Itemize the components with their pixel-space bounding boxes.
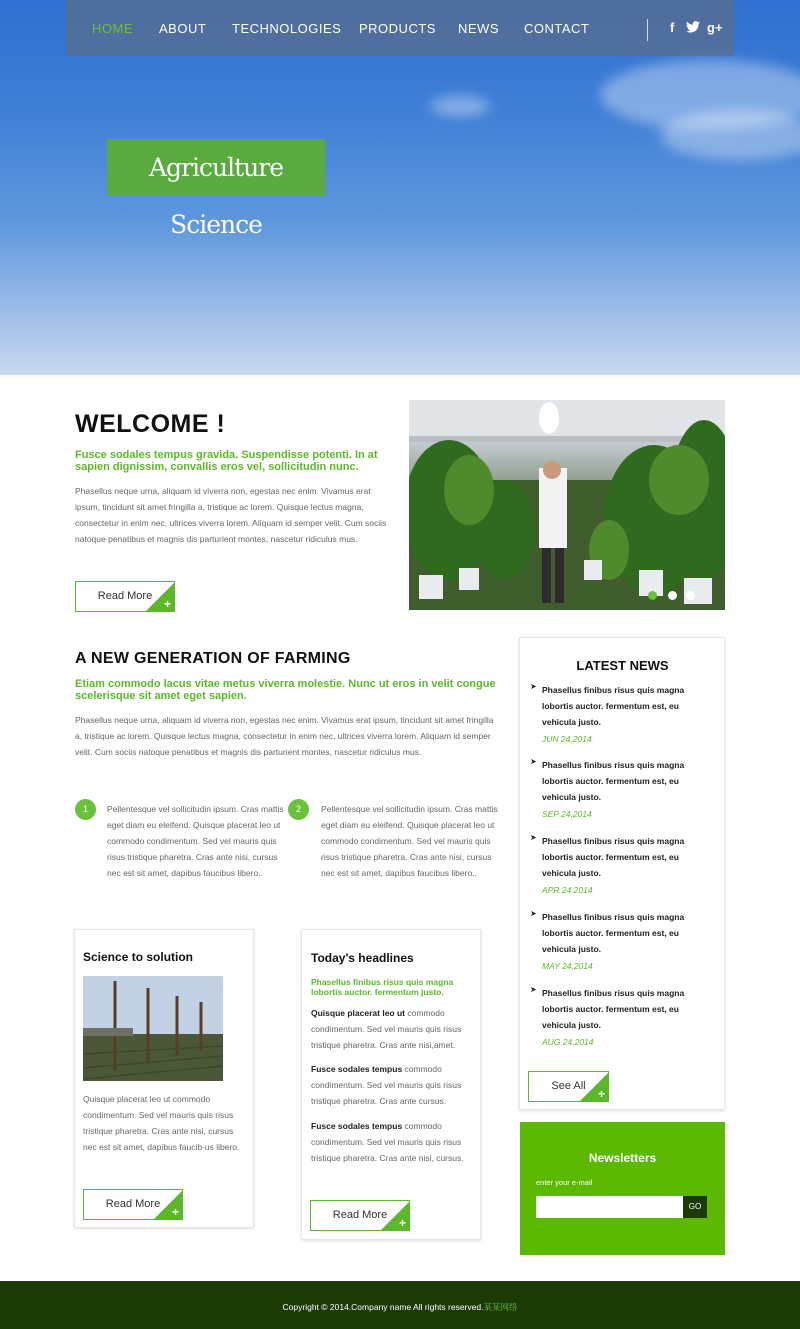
news-text[interactable]: Phasellus finibus risus quis magna lobortis auctor. fermentum est, eu vehicula justo. (542, 988, 685, 1030)
welcome-text: Phasellus neque urna, aliquam id viverra non, egestas nec enim. Vivamus erat ipsum, tincidunt sit amet fringilla a, tristique ac lorem. Quisque lectus magna, consectetur in enim nec, ultrices viverra lorem. Aliquam id semper velit. Cum sociis natoque penatibus et magnis dis parturient montes, nascetur ridiculus mus. (75, 486, 387, 544)
button-label: See All (551, 1080, 586, 1092)
headline-item-1: Quisque placerat leo ut commodo condimentum. Sed vel mauris quis risus tristique pharetra. Cras ante nisi,amet. (311, 1008, 462, 1050)
google-plus-icon[interactable]: g+ (707, 20, 723, 35)
newsletter-go-button[interactable]: GO (683, 1196, 707, 1218)
nav-contact[interactable]: CONTACT (524, 21, 590, 36)
newsletter-email-input[interactable] (536, 1196, 683, 1218)
twitter-icon[interactable] (686, 21, 700, 36)
newsletter-box (520, 1122, 725, 1255)
see-all-button[interactable] (528, 1071, 609, 1102)
nav-divider (647, 19, 648, 41)
hero-badge: Agriculture Science (107, 139, 325, 196)
welcome-lead: Fusce sodales tempus gravida. Suspendisse potenti. In at sapien dignissim, convallis eros vel, sollicitudin nunc. (75, 449, 378, 473)
news-date: SEP 24,2014 (542, 809, 592, 819)
arrow-right-icon: ➤ (530, 757, 537, 766)
science-read-more-button[interactable] (83, 1189, 183, 1220)
headline-item-2: Fusce sodales tempus commodo condimentum. Sed vel mauris quis risus tristique pharetra. Cras ante cursus. (311, 1064, 462, 1106)
copyright-text: Copyright © 2014.Company name All rights reserved. (282, 1302, 484, 1312)
cloud (430, 95, 490, 117)
welcome-read-more-button[interactable] (75, 581, 175, 612)
news-text[interactable]: Phasellus finibus risus quis magna lobortis auctor. fermentum est, eu vehicula justo. (542, 836, 685, 878)
headlines-read-more-button[interactable] (310, 1200, 410, 1231)
step-number-1: 1 (75, 799, 96, 820)
slider-dot-2[interactable] (668, 591, 677, 600)
nav-news[interactable]: NEWS (458, 21, 499, 36)
slider-dot-3[interactable] (686, 591, 695, 600)
nav-products[interactable]: PRODUCTS (359, 21, 436, 36)
arrow-right-icon: ➤ (530, 833, 537, 842)
newsletter-label: enter your e-mail (536, 1178, 593, 1187)
facebook-icon[interactable]: f (670, 20, 675, 35)
news-date: AUG 24,2014 (542, 1037, 594, 1047)
footer-copyright (0, 1301, 800, 1313)
plus-icon: + (597, 1087, 605, 1101)
hero-banner (0, 0, 800, 375)
arrow-right-icon: ➤ (530, 682, 537, 691)
welcome-title: WELCOME ! (75, 410, 226, 438)
science-title: Science to solution (83, 950, 194, 964)
footer-company-link[interactable]: 某某网络 (483, 1302, 518, 1312)
vineyard-image (83, 976, 223, 1081)
news-text[interactable]: Phasellus finibus risus quis magna lobortis auctor. fermentum est, eu vehicula justo. (542, 685, 685, 727)
news-text[interactable]: Phasellus finibus risus quis magna lobortis auctor. fermentum est, eu vehicula justo. (542, 912, 685, 954)
arrow-right-icon: ➤ (530, 985, 537, 994)
news-text[interactable]: Phasellus finibus risus quis magna lobortis auctor. fermentum est, eu vehicula justo. (542, 760, 685, 802)
nav-technologies[interactable]: TECHNOLOGIES (232, 21, 342, 36)
step-text-1: Pellentesque vel sollicitudin ipsum. Cras mattis eget diam eu eleifend. Quisque placerat leo ut commodo condimentum. Sed vel mauris quis risus tristique pharetra. Cras ante nisi, cursus nec est sit amet, dapibus faucibus libero.. (107, 804, 284, 878)
button-label: Read More (105, 1198, 161, 1210)
news-date: JUN 24,2014 (542, 734, 592, 744)
arrow-right-icon: ➤ (530, 909, 537, 918)
nav-about[interactable]: ABOUT (159, 21, 207, 36)
greenhouse-slide-image (409, 400, 725, 610)
plus-icon: + (171, 1205, 179, 1219)
headlines-lead: Phasellus finibus risus quis magna lobortis auctor. fermentum justo. (311, 977, 454, 997)
button-label: Read More (97, 590, 153, 602)
button-label: Read More (332, 1209, 388, 1221)
nav-home[interactable]: HOME (92, 21, 133, 36)
news-date: MAY 24,2014 (542, 961, 593, 971)
footer (0, 1281, 800, 1329)
headline-item-3: Fusce sodales tempus commodo condimentum. Sed vel mauris quis risus tristique pharetra. Cras ante nisi, cursus. (311, 1121, 464, 1163)
top-navbar (66, 0, 734, 56)
newsletter-title: Newsletters (588, 1151, 657, 1165)
latest-news-title: LATEST NEWS (576, 658, 669, 673)
generation-title: A NEW GENERATION OF FARMING (75, 650, 351, 667)
plus-icon: + (163, 597, 171, 611)
greenhouse-illustration (409, 400, 725, 610)
vineyard-illustration (83, 976, 223, 1081)
generation-text: Phasellus neque urna, aliquam id viverra non, egestas nec enim. Vivamus erat ipsum, tincidunt sit amet fringilla a, tristique ac lorem. Quisque lectus magna, consectetur in enim nec, ultrices viverra lorem. Aliquam id semper velit. Cum sociis natoque penatibus et magnis dis parturient montes, nascetur ridiculus mus. (75, 715, 494, 757)
science-text: Quisque placerat leo ut commodo condimentum. Sed vel mauris quis risus tristique pharetra. Cras ante nisi, cursus nec est sit amet, dapibus faucib-us libero. (83, 1094, 240, 1152)
cloud (660, 110, 800, 160)
slider-dot-1[interactable] (648, 591, 657, 600)
plus-icon: + (398, 1216, 406, 1230)
news-date: APR 24,2014 (542, 885, 593, 895)
step-number-2: 2 (288, 799, 309, 820)
headlines-title: Today's headlines (311, 951, 414, 965)
step-text-2: Pellentesque vel sollicitudin ipsum. Cras mattis eget diam eu eleifend. Quisque placerat leo ut commodo condimentum. Sed vel mauris quis risus tristique pharetra. Cras ante nisi, cursus nec est sit amet, dapibus faucibus libero.. (321, 804, 498, 878)
generation-lead: Etiam commodo lacus vitae metus viverra molestie. Nunc ut eros in velit congue scelerisque sit amet eget sapien. (75, 678, 496, 702)
